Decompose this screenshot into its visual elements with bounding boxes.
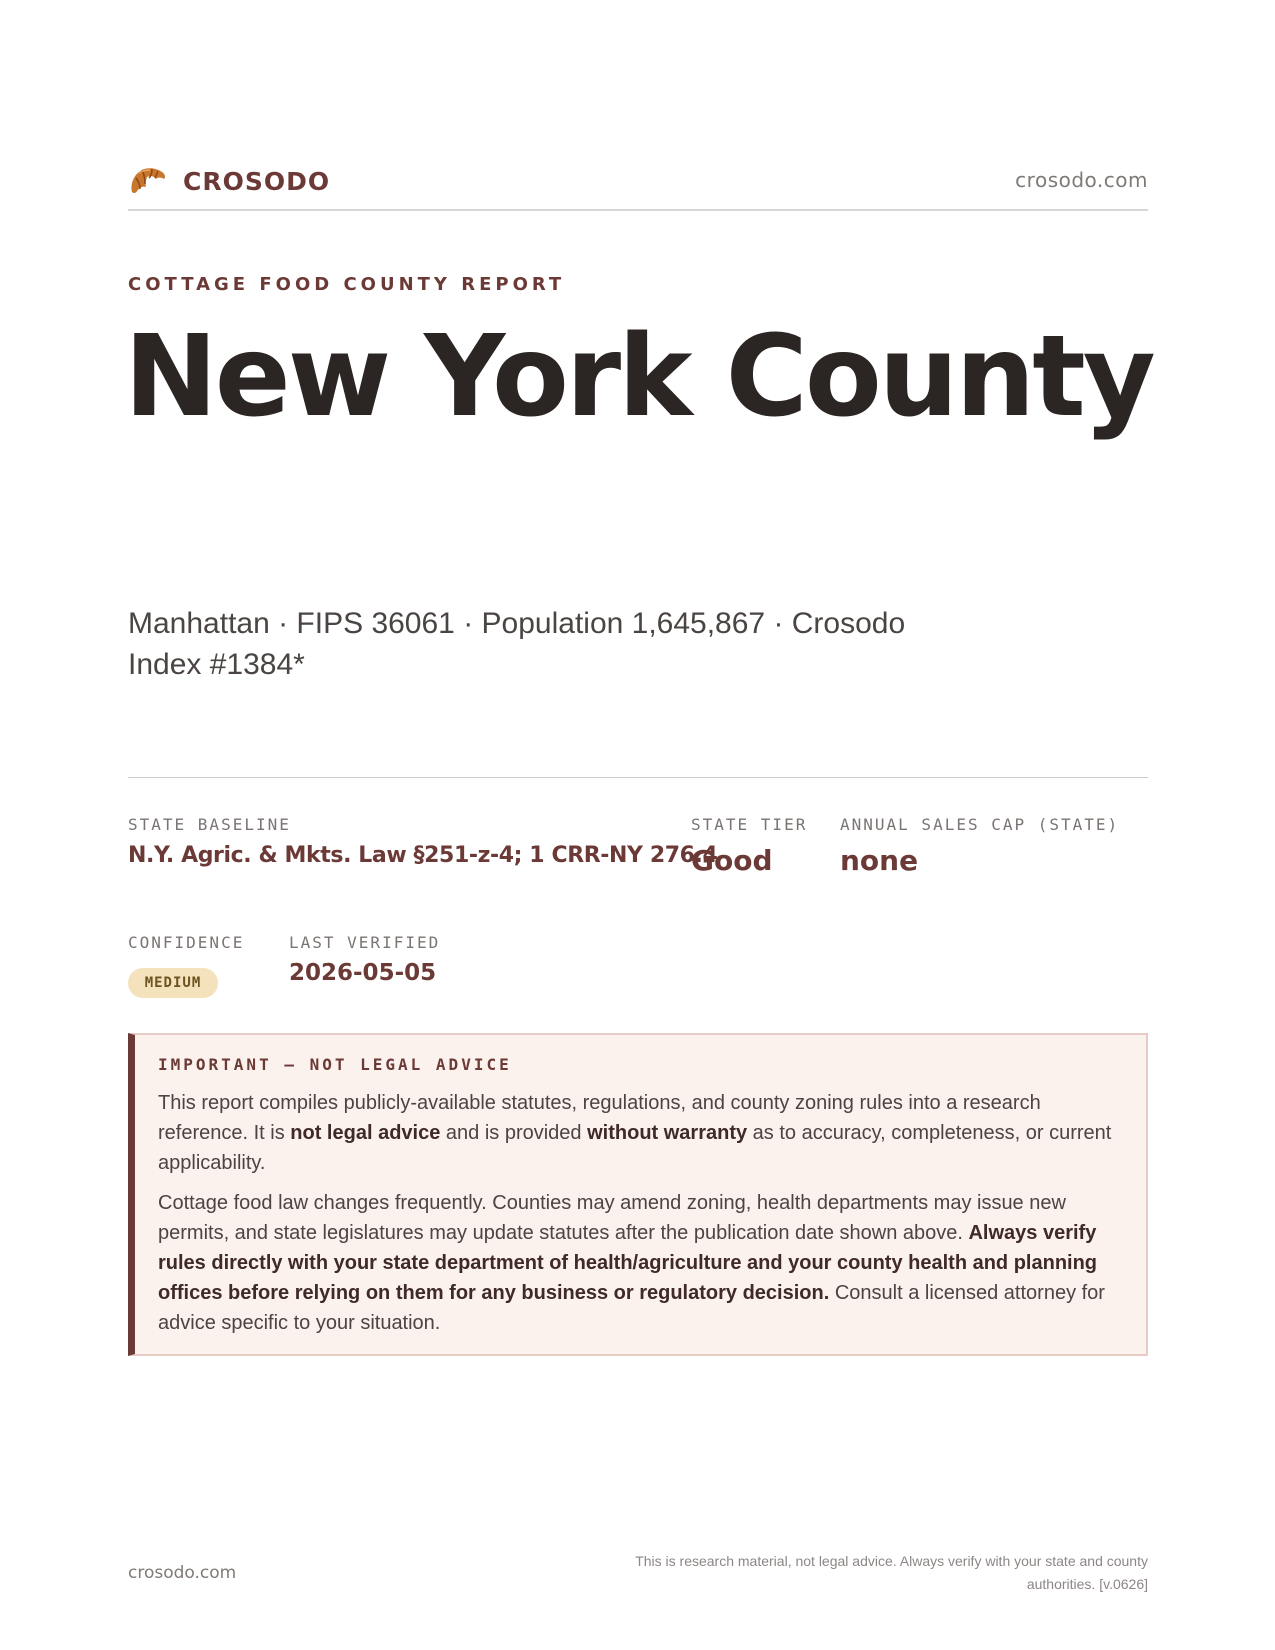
notice-paragraph-1 (158, 1088, 1120, 1178)
notice-title: IMPORTANT — NOT LEGAL ADVICE (158, 1055, 512, 1074)
notice-emphasis: without warranty (587, 1122, 748, 1144)
notice-emphasis: Always verify rules directly with your state department of health/agriculture and your county health and planning offices before relying on them for any business or regulatory decision. (158, 1222, 1098, 1304)
notice-text: as to accuracy, completeness, or current applicability. (158, 1122, 1112, 1174)
sales-cap-value: none (840, 844, 919, 877)
notice-emphasis: not legal advice (290, 1122, 441, 1144)
header-divider (128, 209, 1148, 211)
footer-disclaimer: This is research material, not legal advice. Always verify with your state and county authorities. [v.0626] (635, 1553, 1148, 1592)
state-baseline-value: N.Y. Agric. & Mkts. Law §251-z-4; 1 CRR-NY 276.4 (128, 843, 718, 868)
report-page (124, 0, 1153, 1650)
section-divider (128, 777, 1148, 778)
notice-text: Cottage food law changes frequently. Counties may amend zoning, health departments may issue new permits, and state legislatures may update statutes after the publication date shown above. (158, 1192, 1066, 1244)
notice-text: and is provided (440, 1122, 588, 1144)
notice-paragraph-2 (158, 1188, 1120, 1338)
brand (128, 162, 330, 200)
report-subtitle: Manhattan · FIPS 36061 · Population 1,645,867 · Crosodo Index #1384* (128, 607, 906, 681)
sales-cap-label: ANNUAL SALES CAP (STATE) (840, 815, 1120, 834)
confidence-label: CONFIDENCE (128, 933, 245, 952)
footer-site-url[interactable]: crosodo.com (128, 1563, 237, 1583)
state-tier-label: STATE TIER (691, 815, 808, 834)
report-eyebrow: COTTAGE FOOD COUNTY REPORT (128, 274, 566, 295)
croissant-icon (128, 162, 168, 200)
last-verified-value: 2026-05-05 (289, 960, 437, 986)
page-title: New York County (124, 312, 1153, 442)
state-tier-value: Good (691, 844, 773, 877)
last-verified-label: LAST VERIFIED (289, 933, 441, 952)
header-site-url[interactable]: crosodo.com (1015, 168, 1148, 192)
notice-text: Consult a licensed attorney for advice specific to your situation. (158, 1282, 1105, 1334)
notice-text: This report compiles publicly-available statutes, regulations, and county zoning rules into a research reference. It is (158, 1092, 1041, 1144)
confidence-badge: MEDIUM (128, 968, 218, 998)
brand-name: CROSODO (183, 166, 331, 196)
state-baseline-label: STATE BASELINE (128, 815, 291, 834)
legal-notice (128, 1033, 1148, 1356)
page-header (128, 158, 1148, 210)
